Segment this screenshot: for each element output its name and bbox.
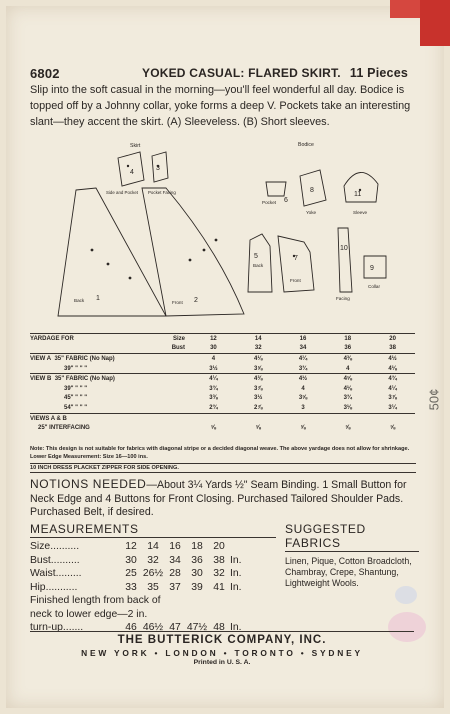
yardage-cell: 3¾	[343, 395, 352, 402]
bust-heading: Bust	[171, 345, 186, 352]
measurements-table	[30, 540, 242, 594]
fabric-label: 45" " " "	[64, 395, 88, 402]
measure-unit	[230, 540, 242, 554]
measure-cell: 20	[213, 541, 225, 553]
yardage-cell: 4¾	[370, 374, 415, 384]
yardage-cell: ⅝	[255, 425, 261, 432]
yardage-cell: 4⅛	[388, 365, 397, 372]
table-row	[30, 364, 415, 374]
bodice-diagram-label: Bodice	[298, 142, 314, 148]
piece-label: Pocket	[262, 200, 277, 205]
measure-cell: 35	[147, 581, 159, 593]
piece-number: 11	[354, 191, 362, 198]
measure-cell: 14	[147, 541, 159, 553]
piece-label: Side and Pocket	[106, 190, 138, 195]
table-row	[30, 403, 415, 413]
piece-label: Sleeve	[353, 210, 368, 215]
pattern-title: YOKED CASUAL: FLARED SKIRT.	[142, 66, 341, 80]
yardage-cell: 3⅜	[209, 395, 218, 402]
piece-label: Pocket Facing	[148, 190, 176, 195]
yardage-cell: ⅝	[390, 425, 396, 432]
bust-cell: 34	[299, 345, 307, 352]
piece-label: Facing	[336, 296, 350, 301]
yardage-cell: 3¼	[388, 404, 397, 411]
company-name: THE BUTTERICK COMPANY, INC.	[30, 631, 414, 646]
suggested-fabrics-section	[285, 522, 419, 589]
piece-label: Yoke	[306, 210, 317, 215]
measurements-heading: MEASUREMENTS	[30, 522, 276, 538]
table-row	[30, 413, 415, 423]
yardage-cell: 3¾	[298, 365, 308, 372]
measure-label: Waist.........	[30, 568, 82, 580]
pattern-pieces-diagram	[48, 130, 408, 330]
measure-cell: 12	[125, 541, 137, 553]
measurements-section	[30, 522, 276, 635]
bodice-front-piece	[278, 236, 314, 292]
measure-label: Bust..........	[30, 554, 80, 566]
pattern-pieces-svg	[48, 130, 408, 330]
table-row	[30, 344, 415, 354]
measure-cell: 25	[125, 568, 137, 580]
piece-number: 8	[310, 187, 314, 194]
yardage-cell: 4⅝	[325, 374, 370, 384]
yardage-cell: 3⅞	[388, 395, 397, 402]
yardage-cell: 3½	[254, 395, 263, 402]
measure-cell: 36	[191, 554, 203, 566]
measure-cell: 37	[169, 581, 181, 593]
measure-cell: 34	[169, 554, 181, 566]
piece-label: Front	[290, 278, 301, 283]
notions-section	[30, 478, 416, 520]
table-row	[30, 554, 242, 568]
size-cell: 12	[191, 334, 236, 344]
yardage-cell: 4⅜	[236, 374, 281, 384]
measure-unit: In.	[230, 554, 242, 566]
skirt-back-piece	[58, 188, 166, 316]
printed-in: Printed in U. S. A.	[193, 659, 251, 666]
measure-label: turn-up.......	[30, 622, 84, 634]
finished-length-line: Finished length from back of	[30, 595, 161, 606]
measure-label: Hip...........	[30, 581, 78, 593]
notions-text: —About 3¼ Yards ½" Seam Binding. 1 Small Button for Neck Edge and 4 Buttons for Front Closing. Purchased Tailored Shoulder Pads. Purchased Belt, if desired.	[30, 479, 407, 518]
piece-number: 3	[156, 165, 160, 172]
envelope-red-edge	[390, 0, 420, 18]
fabric-label: 25" INTERFACING	[38, 425, 90, 432]
envelope-red-corner	[420, 0, 450, 46]
measure-cell: 26½	[142, 568, 164, 580]
measure-cell: 16	[169, 541, 181, 553]
facing-piece	[338, 228, 352, 292]
yardage-cell: 3¾	[209, 385, 218, 392]
yardage-cell: 4⅜	[325, 354, 370, 364]
piece-number: 5	[254, 253, 258, 260]
fabric-label: 39" " " "	[64, 385, 88, 392]
measure-cell: 18	[191, 541, 203, 553]
yardage-note: Note: This design is not suitable for fabrics with diagonal stripe or a decided diagonal weave. The above yardage does not allow for shrinkage. Lower Edge Measurement: Size 16—100 ins.	[30, 446, 410, 460]
measure-cell: 41	[213, 581, 225, 593]
yardage-cell: 4½	[281, 374, 326, 384]
piece-number: 7	[294, 255, 298, 262]
measure-label: Size..........	[30, 541, 80, 553]
yardage-cell: ⅝	[300, 425, 306, 432]
bust-cell: 38	[389, 345, 396, 352]
size-cell: 14	[236, 334, 281, 344]
piece-number: 2	[194, 297, 198, 304]
skirt-diagram-label: Skirt	[130, 143, 141, 149]
yardage-cell: 3⅝	[298, 395, 308, 402]
piece-label: Back	[74, 298, 85, 303]
size-cell: 20	[370, 334, 415, 344]
yardage-cell: 3⅞	[254, 385, 263, 392]
measure-cell: 39	[191, 581, 203, 593]
measure-unit: In.	[230, 568, 242, 580]
yardage-cell: 3⅛	[343, 404, 352, 411]
yardage-cell: 4¼	[388, 385, 397, 392]
publisher-footer	[30, 631, 414, 666]
yardage-cell: 4½	[370, 354, 415, 364]
pattern-description: Slip into the soft casual in the morning—you'll feel wonderful all day. Bodice is topped off by a Johnny collar, yoke forms a deep V. Pockets take an interesting slant—they accent the skirt. (A) Sleeveless. (B) Short sleeves.	[30, 84, 411, 128]
bust-cell: 32	[254, 345, 262, 352]
measure-cell: 38	[213, 554, 225, 566]
notions-heading: NOTIONS NEEDED	[30, 477, 147, 491]
table-row	[30, 567, 242, 581]
piece-number: 9	[370, 265, 374, 272]
bust-cell: 36	[344, 345, 352, 352]
skirt-front-piece	[142, 188, 244, 316]
measure-cell: 32	[213, 568, 225, 580]
yardage-heading: YARDAGE FOR Size	[30, 334, 191, 344]
table-row	[30, 384, 415, 394]
fabric-label: VIEW B 35" FABRIC (No Nap)	[30, 374, 191, 384]
views-ab-label: VIEWS A & B	[30, 413, 191, 423]
yardage-cell: 3⅝	[254, 365, 263, 372]
piece-label: Back	[253, 263, 264, 268]
measure-cell: 30	[191, 568, 203, 580]
yardage-cell: 4	[301, 385, 305, 392]
fabric-label: VIEW A 35" FABRIC (No Nap)	[30, 354, 191, 364]
yardage-cell: 4	[346, 365, 350, 372]
zipper-note: 10 INCH DRESS PLACKET ZIPPER FOR SIDE OPENING.	[30, 463, 416, 473]
yardage-cell: 3	[301, 404, 305, 411]
fabrics-text: Linen, Pique, Cotton Broadcloth, Chambray, Crepe, Shantung, Lightweight Wools.	[285, 556, 412, 588]
piece-number: 6	[284, 197, 288, 204]
measure-cell: 28	[169, 568, 181, 580]
piece-count: 11 Pieces	[349, 66, 408, 80]
piece-label: Collar	[368, 284, 380, 289]
table-row	[30, 423, 415, 433]
table-row	[30, 354, 415, 364]
yardage-cell: ⅝	[210, 425, 216, 432]
yardage-cell: 4	[191, 354, 236, 364]
piece-number: 10	[340, 245, 348, 252]
bust-cell: 30	[210, 345, 217, 352]
piece-number: 1	[96, 295, 100, 302]
measure-cell: 46½	[142, 622, 164, 634]
measure-cell: 46	[125, 622, 137, 634]
table-row	[30, 540, 242, 554]
table-row	[30, 394, 415, 404]
table-row	[30, 374, 415, 384]
yardage-cell: 3½	[209, 365, 218, 372]
piece-label: Front	[172, 300, 183, 305]
yardage-cell: 2⅞	[254, 404, 263, 411]
company-cities: NEW YORK • LONDON • TORONTO • SYDNEY	[81, 648, 363, 658]
pocket-facing-piece	[152, 152, 168, 182]
measure-cell: 47	[169, 622, 181, 634]
yardage-cell: 4¼	[281, 354, 326, 364]
price-mark: 50¢	[426, 388, 442, 411]
piece-number: 4	[130, 169, 134, 176]
pattern-number: 6802	[30, 66, 60, 81]
yardage-cell: ⅝	[345, 425, 351, 432]
size-cell: 18	[325, 334, 370, 344]
fabric-label: 39" " " "	[64, 365, 88, 372]
yardage-cell: 2¾	[209, 404, 218, 411]
table-row	[30, 581, 242, 595]
yardage-table	[30, 333, 415, 433]
measure-cell: 48	[213, 622, 225, 634]
bodice-pocket-piece	[266, 182, 286, 196]
measure-cell: 30	[125, 554, 137, 566]
measure-cell: 32	[147, 554, 159, 566]
size-cell: 16	[281, 334, 326, 344]
yardage-cell: 4⅛	[236, 354, 281, 364]
yardage-cell: 4¼	[191, 374, 236, 384]
table-row	[30, 334, 415, 344]
fabric-label: 54" " " "	[64, 404, 88, 411]
collar-piece	[364, 256, 386, 278]
measure-unit: In.	[230, 581, 242, 593]
measure-cell: 47½	[186, 622, 208, 634]
measure-unit: In.	[230, 622, 242, 634]
measure-cell: 33	[125, 581, 137, 593]
yardage-cell: 4⅛	[343, 385, 352, 392]
finished-length-line: neck to lower edge—2 in.	[30, 608, 148, 620]
fabrics-heading: SUGGESTED FABRICS	[285, 522, 419, 552]
